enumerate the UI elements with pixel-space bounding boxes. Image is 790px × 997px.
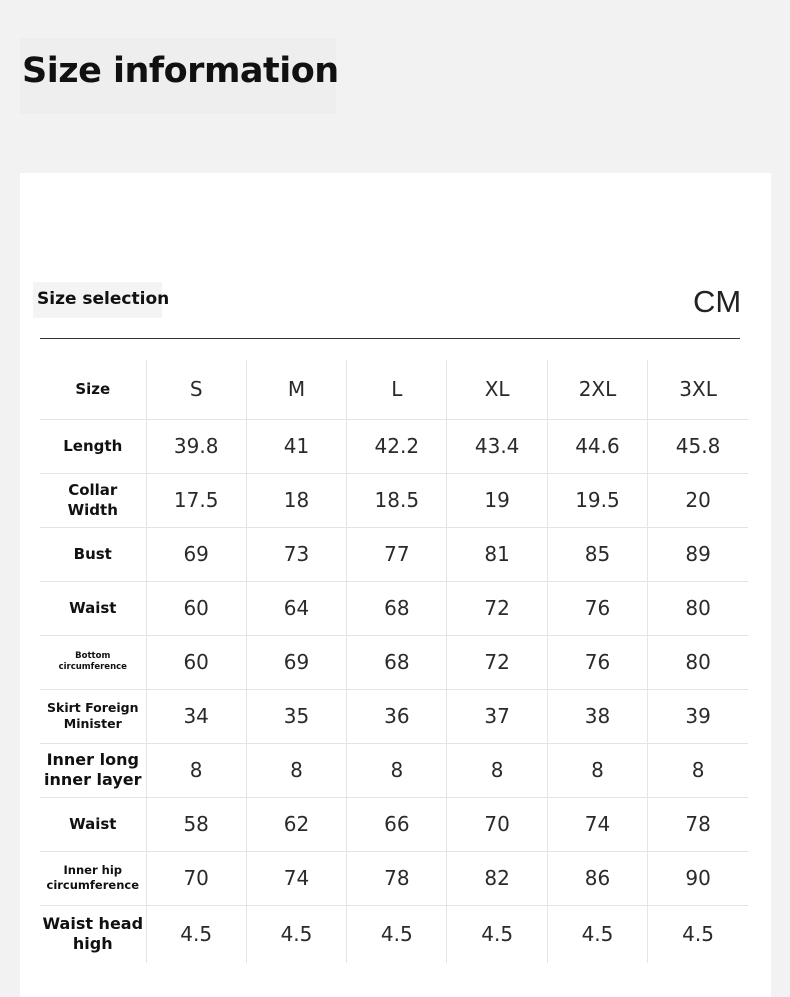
table-cell: 80 — [648, 581, 748, 635]
table-cell: 89 — [648, 527, 748, 581]
table-cell: 42.2 — [347, 419, 447, 473]
table-cell: 18.5 — [347, 473, 447, 527]
size-column-3xl: 3XL — [648, 360, 748, 419]
table-cell: 4.5 — [347, 905, 447, 963]
table-row — [40, 851, 748, 905]
table-row — [40, 419, 748, 473]
table-cell: 8 — [447, 743, 547, 797]
table-cell: 37 — [447, 689, 547, 743]
table-cell: 66 — [347, 797, 447, 851]
table-cell: 39 — [648, 689, 748, 743]
row-label: Waist head high — [40, 905, 146, 963]
table-cell: 72 — [447, 635, 547, 689]
size-column-xl: XL — [447, 360, 547, 419]
table-cell: 85 — [547, 527, 647, 581]
table-row — [40, 473, 748, 527]
table-row — [40, 527, 748, 581]
table-cell: 72 — [447, 581, 547, 635]
size-column-l: L — [347, 360, 447, 419]
divider — [40, 338, 740, 339]
table-cell: 70 — [447, 797, 547, 851]
table-row — [40, 905, 748, 963]
table-cell: 68 — [347, 581, 447, 635]
table-row — [40, 635, 748, 689]
row-label: Length — [40, 419, 146, 473]
table-cell: 17.5 — [146, 473, 246, 527]
size-header-label: Size — [75, 380, 111, 399]
table-cell: 60 — [146, 635, 246, 689]
table-cell: 77 — [347, 527, 447, 581]
table-cell: 35 — [246, 689, 346, 743]
table-cell: 76 — [547, 581, 647, 635]
table-row — [40, 581, 748, 635]
table-cell: 69 — [146, 527, 246, 581]
table-cell: 64 — [246, 581, 346, 635]
table-cell: 69 — [246, 635, 346, 689]
table-cell: 39.8 — [146, 419, 246, 473]
table-cell: 70 — [146, 851, 246, 905]
table-cell: 4.5 — [146, 905, 246, 963]
size-table — [40, 360, 748, 963]
table-cell: 60 — [146, 581, 246, 635]
table-cell: 58 — [146, 797, 246, 851]
unit-label: CM — [693, 284, 742, 319]
size-column-s: S — [146, 360, 246, 419]
table-cell: 74 — [246, 851, 346, 905]
table-row — [40, 689, 748, 743]
table-cell: 8 — [648, 743, 748, 797]
table-cell: 20 — [648, 473, 748, 527]
row-label: Skirt Foreign Minister — [40, 689, 146, 743]
table-cell: 43.4 — [447, 419, 547, 473]
table-cell: 44.6 — [547, 419, 647, 473]
table-cell: 4.5 — [648, 905, 748, 963]
table-cell: 86 — [547, 851, 647, 905]
table-cell: 8 — [347, 743, 447, 797]
row-label: Bottom circumference — [40, 635, 146, 689]
page-title: Size information — [22, 51, 339, 91]
table-cell: 19 — [447, 473, 547, 527]
table-cell: 18 — [246, 473, 346, 527]
table-cell: 81 — [447, 527, 547, 581]
table-cell: 78 — [648, 797, 748, 851]
table-cell: 8 — [146, 743, 246, 797]
table-cell: 36 — [347, 689, 447, 743]
row-label: Collar Width — [40, 473, 146, 527]
row-label: Waist — [40, 581, 146, 635]
table-cell: 4.5 — [246, 905, 346, 963]
table-cell: 80 — [648, 635, 748, 689]
size-column-2xl: 2XL — [547, 360, 647, 419]
row-label: Inner long inner layer — [40, 743, 146, 797]
table-cell: 74 — [547, 797, 647, 851]
size-selection-label: Size selection — [37, 289, 170, 309]
table-cell: 41 — [246, 419, 346, 473]
row-label: Bust — [40, 527, 146, 581]
table-cell: 4.5 — [547, 905, 647, 963]
table-cell: 76 — [547, 635, 647, 689]
table-cell: 78 — [347, 851, 447, 905]
table-cell: 4.5 — [447, 905, 547, 963]
table-cell: 82 — [447, 851, 547, 905]
table-cell: 90 — [648, 851, 748, 905]
table-cell: 8 — [246, 743, 346, 797]
table-row — [40, 797, 748, 851]
table-cell: 73 — [246, 527, 346, 581]
table-cell: 34 — [146, 689, 246, 743]
size-header-row — [40, 360, 748, 419]
table-cell: 45.8 — [648, 419, 748, 473]
table-cell: 8 — [547, 743, 647, 797]
row-label: Inner hip circumference — [40, 851, 146, 905]
table-cell: 62 — [246, 797, 346, 851]
table-cell: 38 — [547, 689, 647, 743]
row-label: Waist — [40, 797, 146, 851]
table-row — [40, 743, 748, 797]
size-column-m: M — [246, 360, 346, 419]
table-cell: 68 — [347, 635, 447, 689]
table-cell: 19.5 — [547, 473, 647, 527]
